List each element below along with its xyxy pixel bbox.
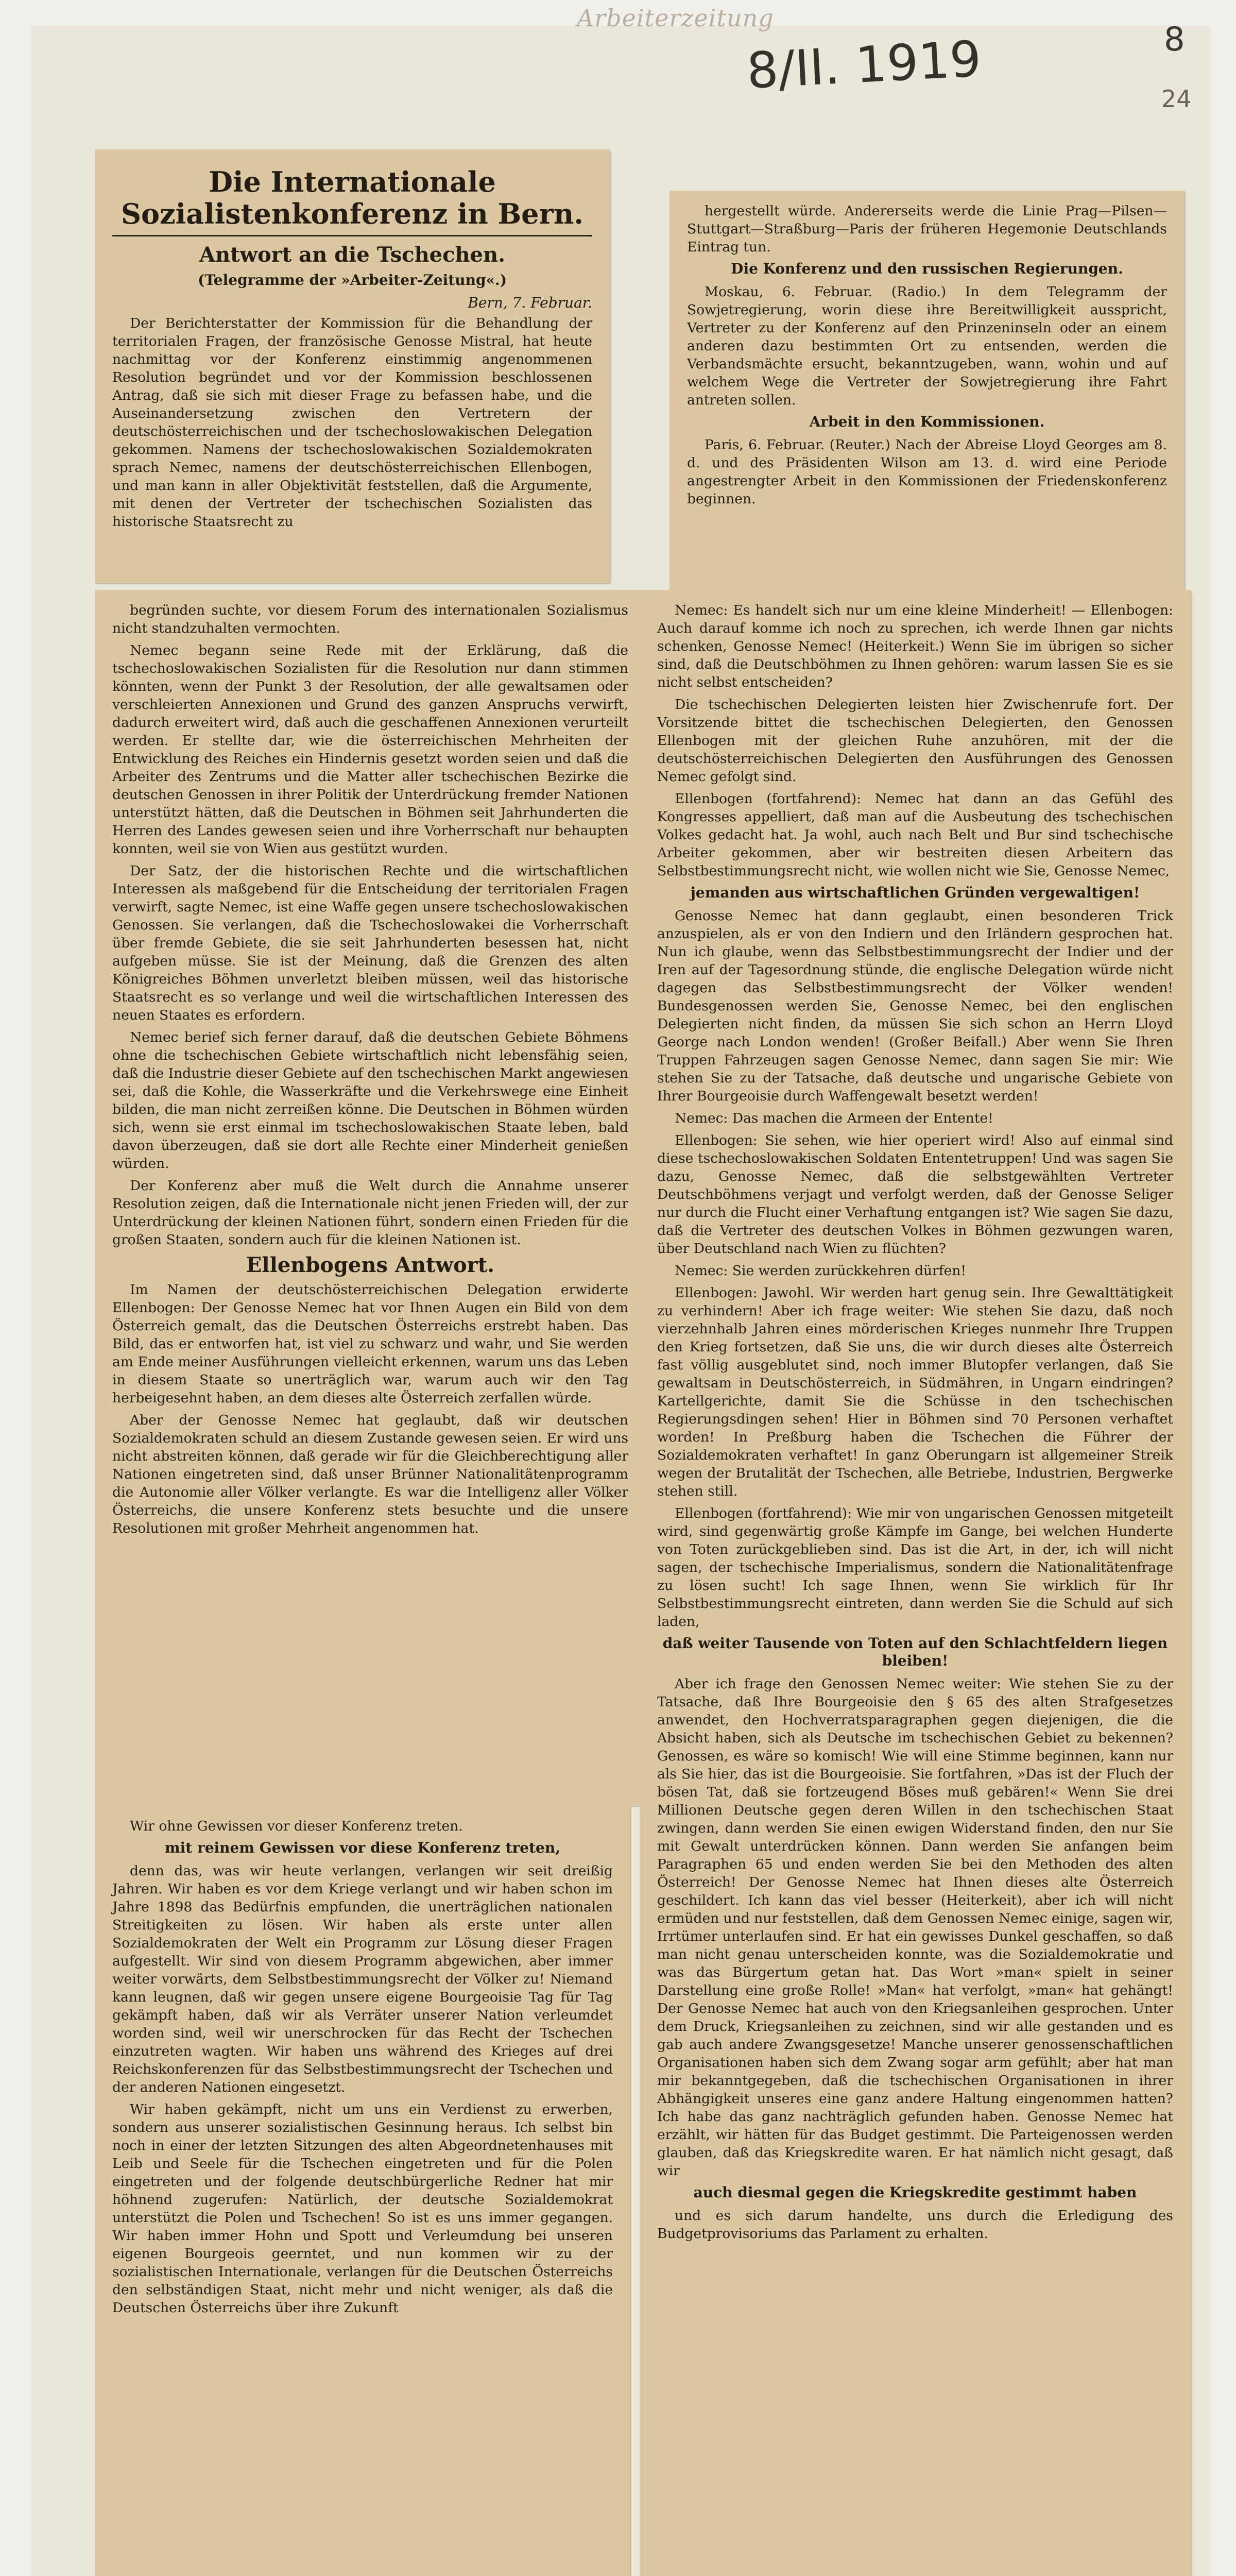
paragraph: Nemec begann seine Rede mit der Erklärung, daß die tschechoslowakischen Sozialisten für die Resolution nur dann stimmen könnten, wenn der Punkt 3 der Resolution, der alle gewaltsamen oder verschleierten Annexionen und Grund des ganzen Anspruchs verwirft, dadurch erweitert wird, daß auch die geschaffenen Annexionen verurteilt werden. Er stellte dar, wie die österreichischen Mehrheiten der Entwicklung des Reiches ein Hindernis gesetzt worden seien und daß die Arbeiter des Zentrums und die Matter aller tschechischen Bezirke die deutschen Genossen in ihrer Politik der Unterdrückung fremder Nationen unterstützt hätten, daß die Deutschen in Böhmen seit Jahrhunderten die Herren des Landes gewesen seien und ihre Vorherrschaft nur behaupten konnten, weil sie von Wien aus gestützt wurden. xyxy=(112,642,628,857)
paragraph: Ellenbogen (fortfahrend): Wie mir von ungarischen Genossen mitgeteilt wird, sind gegenwärtig große Kämpfe im Gange, bei welchen Hunderte von Toten zurückgeblieben sind. Das ist die Art, in der, ich will nicht sagen, der tschechische Imperialismus, sondern die Nationalitätenfrage zu lösen sucht! Ich sage Ihnen, wenn Sie wirklich für Ihr Selbstbestimmungsrecht eintreten, dann werden Sie die Schuld auf sich laden, xyxy=(657,1505,1173,1630)
paragraph: Ellenbogen (fortfahrend): Nemec hat dann an das Gefühl des Kongresses appelliert, daß man auf die Ausbeutung des tschechischen Volkes gedacht hat. Ja wohl, auch nach Belt und Bur sind tschechische Arbeiter gekommen, aber wir bestreiten diesen Arbeitern das Selbstbestimmungsrecht nicht, wie wollen nicht wie Sie, Genosse Nemec, xyxy=(657,791,1173,879)
paragraph: Wir ohne Gewissen vor dieser Konferenz treten. xyxy=(130,1818,463,1834)
section-subheading: mit reinem Gewissen vor diese Konferenz treten, xyxy=(165,1839,560,1856)
paragraph: Im Namen der deutschösterreichischen Delegation erwiderte Ellenbogen: Der Genosse Nemec hat vor Ihnen Augen ein Bild von dem Österreich gemalt, das die Deutschen Österreichs erstrebt haben. Das Bild, das er entworfen hat, ist viel zu schwarz und wahr, und Sie werden am Ende meiner Ausführungen vielleicht erkennen, warum uns das Leben in diesem Staate so unerträglich war, warum auch wir den Tag herbeigesehnt haben, an dem dieses alte Österreich zerfallen würde. xyxy=(112,1282,628,1406)
article-source: (Telegramme der »Arbeiter-Zeitung«.) xyxy=(197,272,507,289)
paragraph: Der Konferenz aber muß die Welt durch die Annahme unserer Resolution zeigen, daß die Internationale nicht jenen Frieden will, der zur Unterdrückung der kleinen Nationen führt, sondern einen Frieden für die großen Staaten, sondern auch für die kleinen Nationen ist. xyxy=(112,1178,628,1248)
clipping-headline xyxy=(95,149,610,583)
handwritten-date: 8/II. 1919 xyxy=(745,30,983,100)
bold-line: daß weiter Tausende von Toten auf den Schlachtfeldern liegen bleiben! xyxy=(662,1635,1168,1669)
sub-folio-number: 24 xyxy=(1161,85,1192,113)
clipping-right-main xyxy=(640,590,1191,2576)
paragraph: Paris, 6. Februar. (Reuter.) Nach der Abreise Lloyd Georges am 8. d. und des Präsidenten Wilson am 13. d. wird eine Periode angestrengter Arbeit in den Kommissionen der Friedenskonferenz beginnen. xyxy=(687,437,1167,507)
paragraph: Moskau, 6. Februar. (Radio.) In dem Telegramm der Sowjetregierung, worin diese ihre Bereitwilligkeit ausspricht, Vertreter zu der Konferenz auf den Prinzeninseln oder an einem anderen dazu bestimmten Ort zu entsenden, werden die Verbandsmächte ersucht, bekanntzugeben, wann, wohin und auf welchem Wege die Vertreter der Sowjetregierung ihre Fahrt antreten sollen. xyxy=(687,284,1167,408)
bold-line: jemanden aus wirtschaftlichen Gründen vergewaltigen! xyxy=(690,884,1140,901)
paragraph: Der Berichterstatter der Kommission für die Behandlung der territorialen Fragen, der französische Genosse Mistral, hat heute nachmittag vor der Konferenz einstimmig angenommenen Resolution begründet und vor der Kommission beschlossenen Antrag, daß sie sich mit dieser Frage zu befassen habe, und die Auseinandersetzung zwischen den Vertretern der deutschösterreichischen und der tschechoslowakischen Delegation gekommen. Namens der tschechoslowakischen Sozialdemokraten sprach Nemec, namens der deutschösterreichischen Ellenbogen, und man kann in aller Objektivität feststellen, daß die Argumente, mit denen der Vertreter der tschechischen Sozialisten das historische Staatsrecht zu xyxy=(112,315,592,530)
paragraph: Die tschechischen Delegierten leisten hier Zwischenrufe fort. Der Vorsitzende bittet die tschechischen Delegierten, den Genossen Ellenbogen mit der gleichen Ruhe anzuhören, mit der die deutschösterreichischen Delegierten den Ausführungen des Genossen Nemec gefolgt sind. xyxy=(657,697,1173,785)
paragraph: Wir haben gekämpft, nicht um uns ein Verdienst zu erwerben, sondern aus unserer sozialistischen Gesinnung heraus. Ich selbst bin noch in einer der letzten Sitzungen des alten Abgeordnetenhauses mit Leib und Seele für die Tschechen eingetreten und für die Polen eingetreten und der folgende deutschbürgerliche Redner hat mir höhnend zugerufen: Natürlich, der deutsche Sozialdemokrat unterstützt die Polen und Tschechen! So ist es uns immer gegangen. Wir haben immer Hohn und Spott und Verleumdung bei unseren eigenen Bourgeois geerntet, und nun kommen wir zu der sozialistischen Internationale, verlangen für die Deutschen Österreichs den selbständigen Staat, nicht mehr und nicht weniger, als daß die Deutschen Österreichs über ihre Zukunft xyxy=(112,2102,613,2316)
clipping-left-middle xyxy=(95,590,646,1806)
paragraph: Nemec: Sie werden zurückkehren dürfen! xyxy=(675,1263,966,1279)
paragraph: Ellenbogen: Jawohl. Wir werden hart genug sein. Ihre Gewalttätigkeit zu verhindern! Aber ich frage weiter: Wie stehen Sie dazu, daß noch vierzehnhalb Jahren eines mörderischen Krieges nunmehr Ihre Truppen den Krieg fortsetzen, daß Sie uns, die wir durch dieses alte Österreich fast völlig ausgeblutet sind, noch immer Blutopfer verlangen, daß Sie gewaltsam in Deutschösterreich, in Südmähren, in Ungarn eindringen? Kartellgerichte, damit Sie die Schüsse in den tschechischen Regierungsdingen sehen! Hier in Böhmen sind 70 Personen verhaftet worden! In Preßburg haben die Tschechen die Führer der Sozialdemokraten verhaftet! In ganz Oberungarn ist allgemeiner Streik wegen der Brutalität der Tschechen, alle Betriebe, Industrien, Bergwerke stehen still. xyxy=(657,1285,1173,1499)
clipping-left-lower xyxy=(95,1806,630,2576)
paragraph: denn das, was wir heute verlangen, verlangen wir seit dreißig Jahren. Wir haben es vor dem Kriege verlangt und wir haben schon im Jahre 1898 das Bedürfnis empfunden, die unerträglichen nationalen Streitigkeiten zu lösen. Wir haben als erste unter allen Sozialdemokraten der Welt ein Programm zur Lösung dieser Fragen aufgestellt. Wir sind von diesem Programm abgewichen, aber immer weiter vorwärts, dem Selbstbestimmungsrecht der Völker zu! Niemand kann leugnen, daß wir gegen unsere eigene Bourgeoisie Tag für Tag gekämpft haben, daß wir als Verräter unserer Nation verleumdet worden sind, weil wir unerschrocken für das Recht der Tschechen einzutreten wagten. Wir haben uns während des Krieges auf drei Reichskonferenzen für das Selbstbestimmungsrecht der Tschechen und der anderen Nationen eingesetzt. xyxy=(112,1863,613,2095)
paragraph: Der Satz, der die historischen Rechte und die wirtschaftlichen Interessen als maßgebend für die Entscheidung der territorialen Fragen verwirft, sagte Nemec, ist eine Waffe gegen unsere tschechoslowakischen Genossen. Sie verlangen, daß die Tschechoslowakei die Vorherrschaft über fremde Gebiete, die sie seit Jahrhunderten besessen hat, nicht aufgeben müsse. Sie ist der Meinung, daß die Grenzen des alten Königreiches Böhmen unverletzt bleiben müssen, weil das historische Staatsrecht es so verlange und weil die wirtschaftlichen Interessen des neuen Staates es erfordern. xyxy=(112,863,628,1023)
paragraph: begründen suchte, vor diesem Forum des internationalen Sozialismus nicht standzuhalten vermochten. xyxy=(112,602,628,636)
paragraph: hergestellt würde. Andererseits werde die Linie Prag—Pilsen—Stuttgart—Straßburg—Paris der früheren Hegemonie Deutschlands Eintrag tun. xyxy=(687,203,1167,255)
section-heading-russia: Die Konferenz und den russischen Regierungen. xyxy=(731,260,1123,277)
article-dateline: Bern, 7. Februar. xyxy=(468,294,592,311)
paragraph: Ellenbogen: Sie sehen, wie hier operiert wird! Also auf einmal sind diese tschechoslowakischen Soldaten Ententetruppen! Und was sagen Sie dazu, Genosse Nemec, daß die selbstgewählten Vertreter Deutschböhmens verjagt und verfolgt werden, daß der Genosse Seliger nur durch die Flucht einer Verhaftung entgangen ist? Wie sagen Sie dazu, daß die Vertreter des deutschen Volkes in Böhmen gezwungen waren, über Deutschland nach Wien zu flüchten? xyxy=(657,1132,1173,1257)
paragraph: Aber ich frage den Genossen Nemec weiter: Wie stehen Sie zu der Tatsache, daß Ihre Bourgeoisie den § 65 des alten Strafgesetzes anwendet, den Hochverratsparagraphen gegen diejenigen, die die Absicht haben, sich als Deutsche im tschechischen Gebiet zu bekennen? Genossen, es wäre so komisch! Wie will eine Stimme beginnen, kann nur als Sie hier, das ist die Bourgeoisie. Sie fortfahren, »Das ist der Fluch der bösen Tat, daß sie fortzeugend Böses muß gebären!« Wenn Sie drei Millionen Deutsche gegen deren Willen in den tschechischen Staat zwingen, dann werden Sie einen ewigen Widerstand finden, den nur Sie mit Gewalt unterdrücken können. Dann werden Sie anfangen beim Paragraphen 65 und enden werden Sie bei den Methoden des alten Österreich! Der Genosse Nemec hat Ihnen dieses alte Österreich geschildert. Ich kann das viel besser (Heiterkeit), aber ich will nicht ermüden und nur feststellen, daß dem Genossen Nemec einige, sagen wir, Irrtümer unterlaufen sind. Er hat ein gewisses Dunkel geschaffen, so daß man nicht genau unterscheiden konnte, was die Sozialdemokratie und was das Bürgertum getan hat. Das Wort »man« spielt in seiner Darstellung eine große Rolle! »Man« hat verfolgt, »man« hat gehängt! Der Genosse Nemec hat auch von den Kriegsanleihen gesprochen. Unter dem Druck, Kriegsanleihen zu zeichnen, sind wir alle gestanden und es gab auch andere Zwangsgesetze! Manche unserer genossenschaftlichen Organisationen haben sich dem Zwang sogar arm gefühlt; aber hat man mir bekanntgegeben, daß die tschechischen Organisationen in ihrer Abhängigkeit unseres eine ganz andere Haltung eingenommen hatten? Ich habe das ganz nachträglich gefunden haben. Genosse Nemec hat erzählt, wir hätten für das Budget gestimmt. Die Parteigenossen werden glauben, daß das Kriegskredite waren. Er hat nämlich nicht gesagt, daß wir xyxy=(657,1676,1173,2179)
paragraph: Genosse Nemec hat dann geglaubt, einen besonderen Trick anzuspielen, als er von den Indiern und den Irländern gesprochen hat. Nun ich glaube, wenn das Selbstbestimmungsrecht der Indier und der Iren auf der Tagesordnung stünde, die englische Delegation würde nicht dagegen das Selbstbestimmungsrecht der Völker wenden! Bundesgenossen werden Sie, Genosse Nemec, bei den englischen Delegierten nicht finden, da müssen Sie sich schon an Herrn Lloyd George nach London wenden! (Großer Beifall.) Aber wenn Sie Ihren Truppen Fahrzeugen sagen Genosse Nemec, dann sagen Sie mir: Wie stehen Sie zu der Tatsache, daß deutsche und ungarische Gebiete von Ihrer Bourgeoisie durch Waffengewalt besetzt werden! xyxy=(657,908,1173,1104)
article-subheadline: Antwort an die Tschechen. xyxy=(199,243,506,267)
paragraph: Aber der Genosse Nemec hat geglaubt, daß wir deutschen Sozialdemokraten schuld an diesem Zustande gewesen seien. Er wird uns nicht abstreiten können, daß gerade wir für die Gleichberechtigung aller Nationen eingetreten sind, daß unser Brünner Nationalitätenprogramm die Autonomie aller Völker verlangte. Es war die Intelligenz aller Völker Österreichs, die unsere Konferenz stets besuchte und die unsere Resolutionen mit großer Mehrheit angenommen hat. xyxy=(112,1412,628,1536)
folio-number: 8 xyxy=(1164,21,1185,59)
bold-line: auch diesmal gegen die Kriegskredite gestimmt haben xyxy=(693,2184,1137,2201)
clipping-right-top xyxy=(670,191,1184,634)
section-heading-commission: Arbeit in den Kommissionen. xyxy=(809,413,1045,430)
article-headline: Die Internationale Sozialistenkonferenz in Bern. xyxy=(112,166,592,236)
paragraph: Nemec: Es handelt sich nur um eine kleine Minderheit! — Ellenbogen: Auch darauf komme ich noch zu sprechen, ich werde Ihnen gar nichts schenken, Genosse Nemec! (Heiterkeit.) Wenn Sie im übrigen so sicher sind, daß die Deutschböhmen zu Ihnen gehören: warum lassen Sie es sie nicht selbst entscheiden? xyxy=(657,602,1173,690)
section-heading-answer: Ellenbogens Antwort. xyxy=(246,1253,495,1277)
paragraph: Nemec: Das machen die Armeen der Entente! xyxy=(675,1110,993,1126)
paragraph: und es sich darum handelte, uns durch die Erledigung des Budgetprovisoriums das Parlament zu erhalten. xyxy=(657,2208,1173,2242)
paragraph: Nemec berief sich ferner darauf, daß die deutschen Gebiete Böhmens ohne die tschechischen Gebiete wirtschaftlich nicht lebensfähig seien, daß die Industrie dieser Gebiete auf den tschechischen Markt angewiesen sei, daß die Kohle, die Wasserkräfte und die Verkehrswege eine Einheit bilden, die man nicht zerreißen könne. Die Deutschen in Böhmen würden sich, wenn sie erst einmal im tschechoslowakischen Staate leben, bald davon überzeugen, daß sie dort alle Rechte einer Minderheit genießen würden. xyxy=(112,1029,628,1172)
masthead-stamp: Arbeiterzeitung xyxy=(577,4,774,32)
